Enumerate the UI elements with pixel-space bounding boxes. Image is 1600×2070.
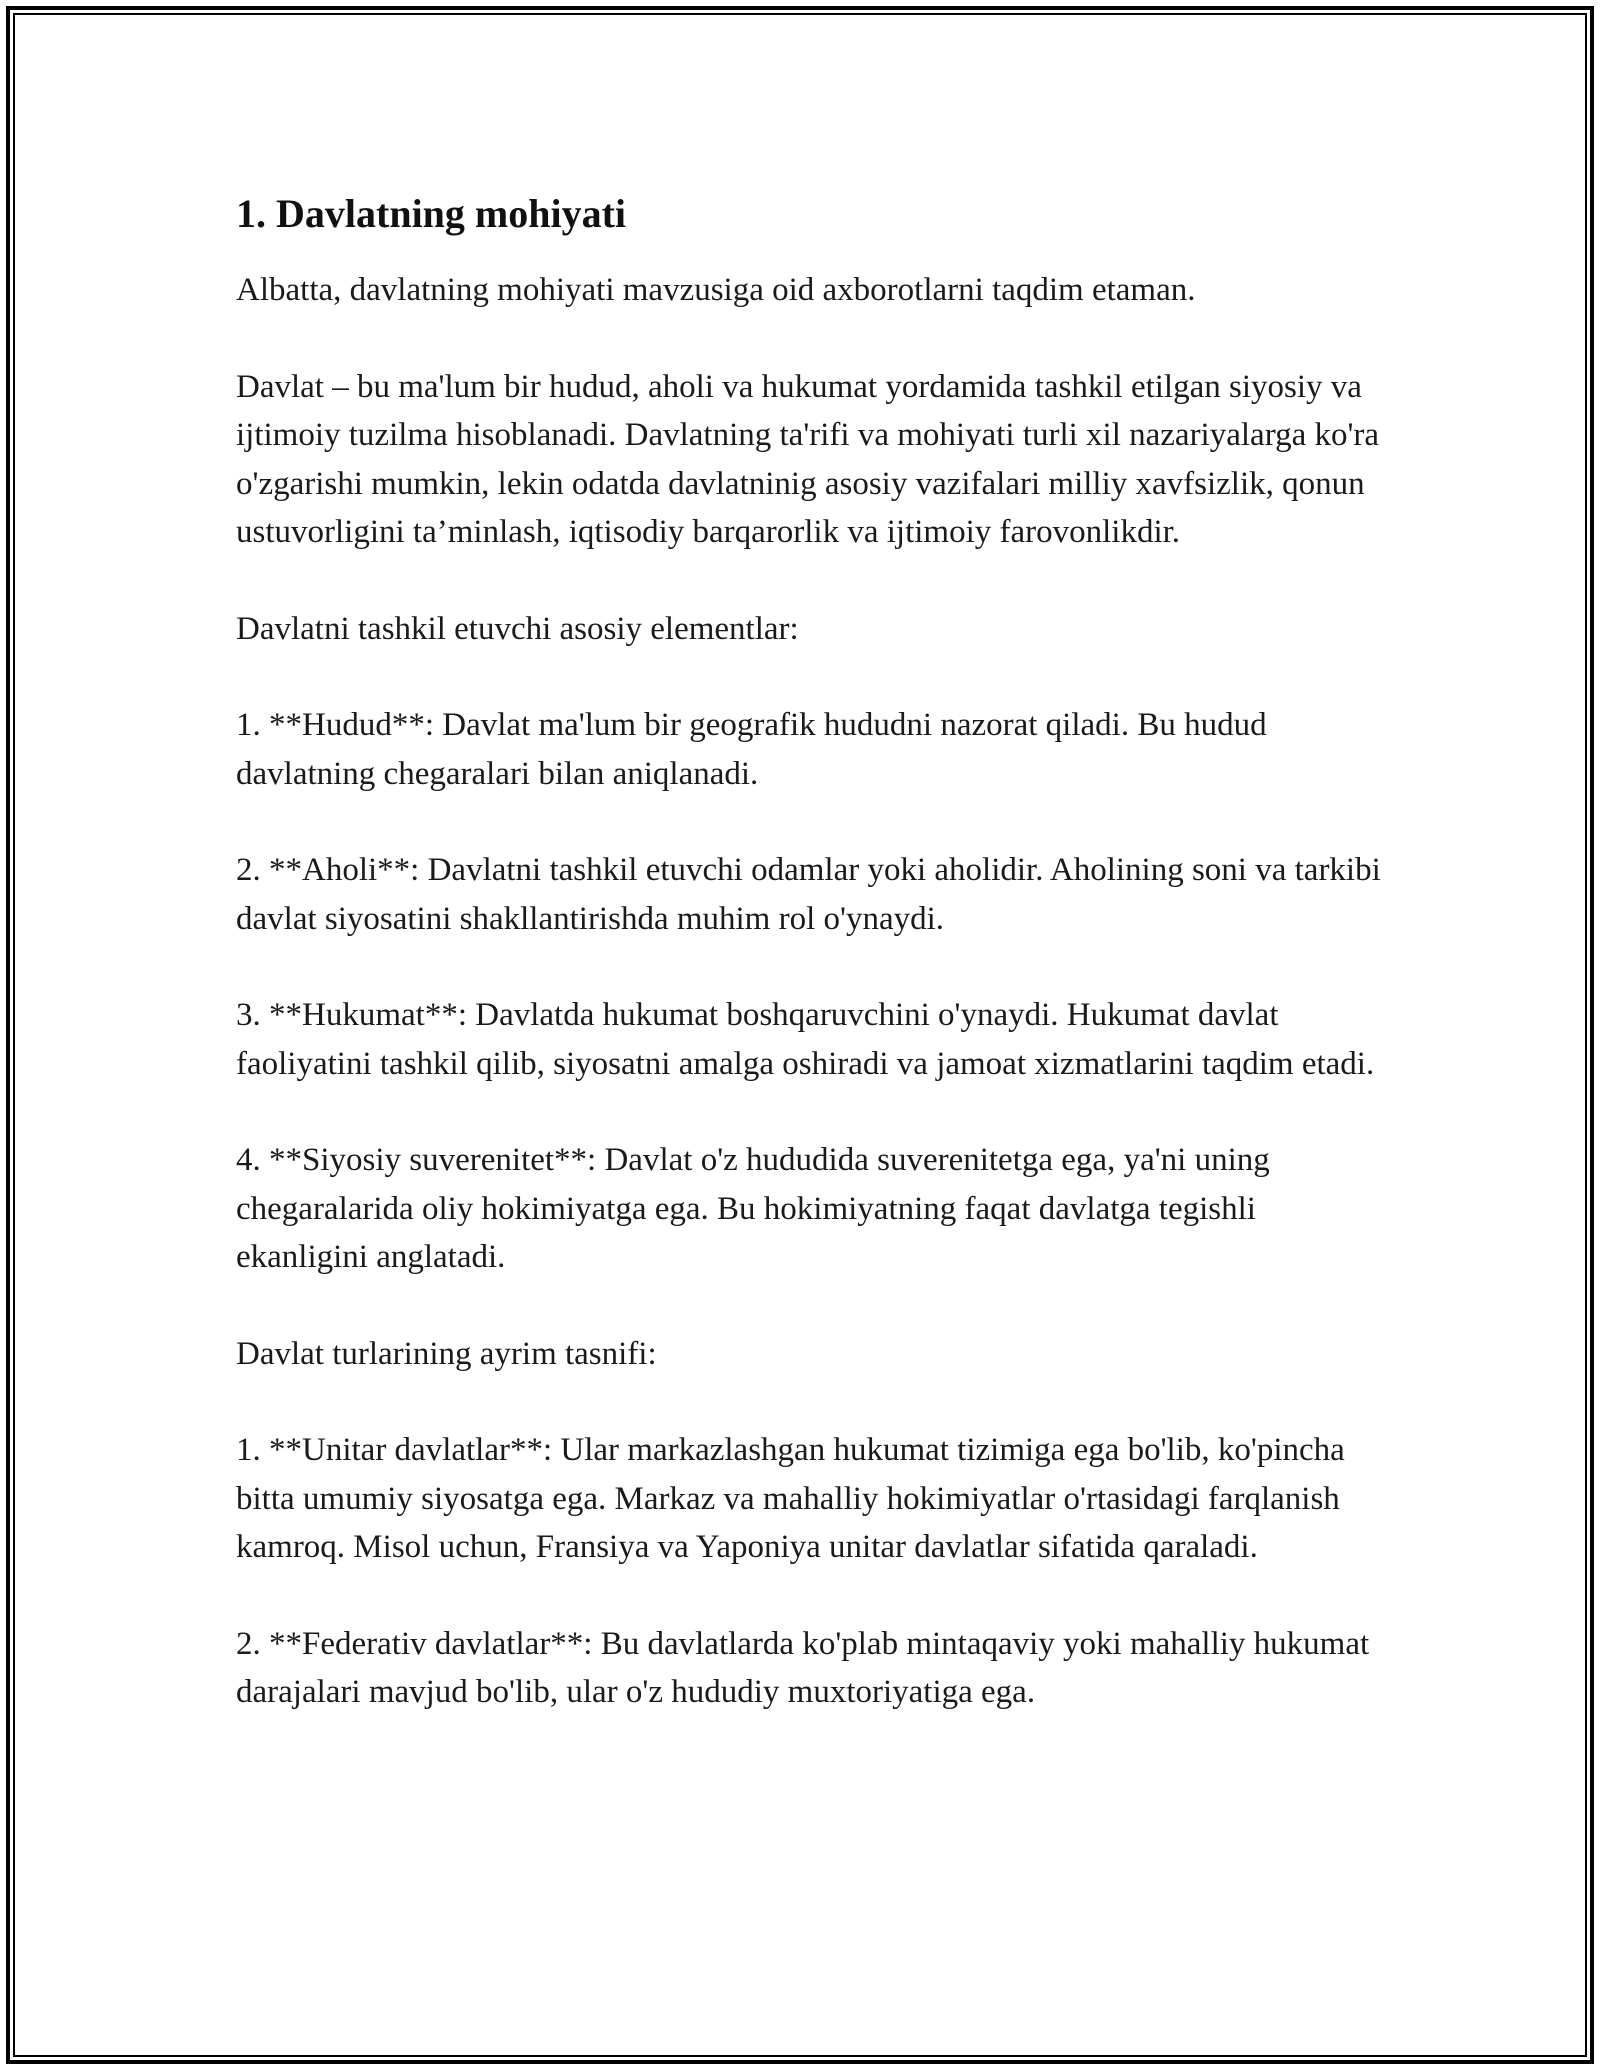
paragraph-intro: Albatta, davlatning mohiyati mavzusiga oid axborotlarni taqdim etaman.: [236, 272, 1196, 308]
paragraph-definition: Davlat – bu ma'lum bir hudud, aholi va hukumat yordamida tashkil etilgan siyosiy va ijtimoiy tuzilma hisoblanadi. Davlatning ta'rifi va mohiyati turli xil nazariyalarga ko'ra o'zgarishi mumkin, lekin odatda davlatninig asosiy vazifalari milliy xavfsizlik, qonun ustuvorligini ta’minlash, iqtisodiy barqarorlik va ijtimoiy farovonlikdir.: [236, 368, 1380, 550]
paragraph-types-heading: Davlat turlarining ayrim tasnifi:: [236, 1335, 657, 1372]
document-heading: 1. Davlatning mohiyati: [236, 191, 627, 236]
paragraph-elements-heading: Davlatni tashkil etuvchi asosiy elementlar:: [236, 610, 799, 647]
paragraph-element-government: 3. **Hukumat**: Davlatda hukumat boshqaruvchini o'ynaydi. Hukumat davlat faoliyatini tashkil qilib, siyosatni amalga oshiradi va jamoat xizmatlarini taqdim etadi.: [236, 997, 1375, 1082]
paragraph-element-territory: 1. **Hudud**: Davlat ma'lum bir geografik hududni nazorat qiladi. Bu hudud davlatning chegaralari bilan aniqlanadi.: [236, 707, 1267, 792]
paragraph-element-population: 2. **Aholi**: Davlatni tashkil etuvchi odamlar yoki aholidir. Aholining soni va tarkibi davlat siyosatini shakllantirishda muhim rol o'ynaydi.: [236, 852, 1381, 937]
paragraph-type-unitary: 1. **Unitar davlatlar**: Ular markazlashgan hukumat tizimiga ega bo'lib, ko'pincha bitta umumiy siyosatga ega. Markaz va mahalliy hokimiyatlar o'rtasidagi farqlanish kamroq. Misol uchun, Fransiya va Yaponiya unitar davlatlar sifatida qaraladi.: [236, 1432, 1345, 1565]
document-body: [236, 186, 1386, 1717]
paragraph-element-sovereignty: 4. **Siyosiy suverenitet**: Davlat o'z hududida suverenitetga ega, ya'ni uning chegaralarida oliy hokimiyatga ega. Bu hokimiyatning faqat davlatga tegishli ekanligini anglatadi.: [236, 1142, 1270, 1275]
paragraph-type-federal: 2. **Federativ davlatlar**: Bu davlatlarda ko'plab mintaqaviy yoki mahalliy hukumat darajalari mavjud bo'lib, ular o'z hududiy muxtoriyatiga ega.: [236, 1625, 1370, 1710]
